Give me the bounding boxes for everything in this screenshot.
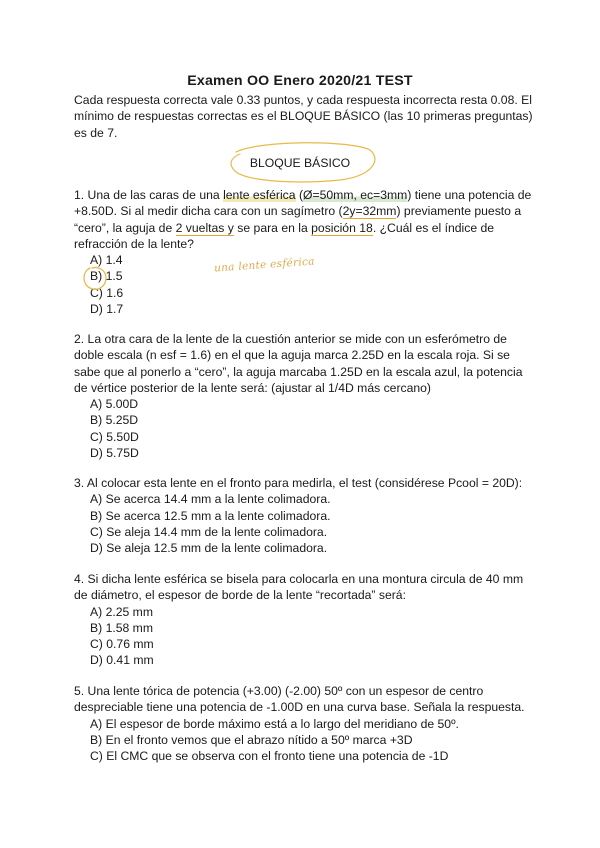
q1-underline-vueltas: 2 vueltas y — [175, 220, 234, 235]
question-2-options — [74, 396, 532, 461]
question-3-options — [74, 491, 532, 556]
option-a: A) 5.00D — [90, 397, 139, 412]
option-b: B) 1.58 mm — [90, 620, 153, 635]
option-a: A) 1.4 — [90, 253, 123, 268]
q1-underline-posicion: posición 18 — [311, 220, 373, 235]
option-b: B) En el fronto vemos que el abrazo nítido a 50º marca +3D — [90, 732, 413, 747]
q1-text-part: . ¿Cuál es el índice de refracción de la lente? — [74, 220, 495, 251]
option-b: B) 5.25D — [90, 413, 139, 428]
question-3 — [74, 475, 532, 556]
option-c: C) 1.6 — [90, 285, 124, 300]
option-d: D) 1.7 — [90, 302, 124, 317]
section-title: BLOQUE BÁSICO — [249, 156, 351, 170]
question-3-text: 3. Al colocar esta lente en el fronto para medirla, el test (considérese Pcool = 20D): — [74, 476, 523, 490]
q1-text-part: se para en la — [233, 220, 312, 235]
option-c: C) Se aleja 14.4 mm de la lente colimadora. — [90, 524, 328, 539]
question-5-text: 5. Una lente tórica de potencia (+3.00) (-2.00) 50º con un espesor de centro despreciable tiene una potencia de -1.00D en una curva base. Señala la respuesta. — [74, 684, 525, 715]
question-4-options — [74, 604, 532, 669]
option-d: D) Se aleja 12.5 mm de la lente colimadora. — [90, 541, 328, 556]
q1-underline-sagitta: 2y=32mm — [342, 204, 397, 219]
option-a: A) 2.25 mm — [90, 604, 153, 619]
option-b: B) 1.5 — [90, 269, 123, 284]
q1-highlight-diameter: Ø=50mm, ec=3mm — [303, 188, 408, 202]
exam-instructions: Cada respuesta correcta vale 0.33 puntos, y cada respuesta incorrecta resta 0.08. El mínimo de respuestas correctas es el BLOQUE BÁSICO (las 10 primeras preguntas) es de 7. — [74, 93, 533, 140]
exam-title: Examen OO Enero 2020/21 TEST — [187, 73, 413, 89]
question-2-text: 2. La otra cara de la lente de la cuestión anterior se mide con un esferómetro de doble escala (n esf = 1.6) en el que la aguja marca 2.25D en la escala roja. Si se sabe que al ponerlo a “cero”, la aguja marcaba 1.25D en la escala azul, la potencia de vértice posterior de la lente será: (ajustar al 1/4D más cercano) — [74, 332, 523, 395]
question-4 — [74, 571, 532, 669]
q1-highlight-lente: lente esférica — [223, 188, 296, 202]
q1-text-part: 1. Una de las caras de una — [74, 188, 224, 202]
q1-text-part: ) tiene una potencia de +8.50D. Si al medir dicha cara con un sagímetro ( — [74, 188, 532, 219]
option-c: C) 5.50D — [90, 429, 139, 444]
option-a: A) El espesor de borde máximo está a lo largo del meridiano de 50º. — [90, 716, 459, 731]
question-4-text: 4. Si dicha lente esférica se bisela para colocarla en una montura circula de 40 mm de diámetro, el espesor de borde de la lente “recortada” será: — [74, 572, 524, 603]
q1-text-part: ) previamente puesto a “cero”, la aguja de — [74, 204, 522, 235]
option-d: D) 0.41 mm — [90, 653, 154, 668]
question-5-options — [74, 716, 532, 765]
option-c: C) 0.76 mm — [90, 637, 154, 652]
option-d: D) 5.75D — [90, 446, 139, 461]
option-a: A) Se acerca 14.4 mm a la lente colimadora. — [90, 492, 331, 507]
option-c: C) El CMC que se observa con el fronto tiene una potencia de -1D — [90, 749, 449, 764]
option-b: B) Se acerca 12.5 mm a la lente colimadora. — [90, 508, 331, 523]
question-5 — [74, 683, 532, 764]
handwritten-annotation: una lente esférica — [213, 255, 316, 275]
q1-text-part: ( — [295, 188, 304, 202]
question-1 — [74, 187, 532, 317]
question-1-text — [74, 187, 532, 252]
question-2 — [74, 331, 532, 461]
